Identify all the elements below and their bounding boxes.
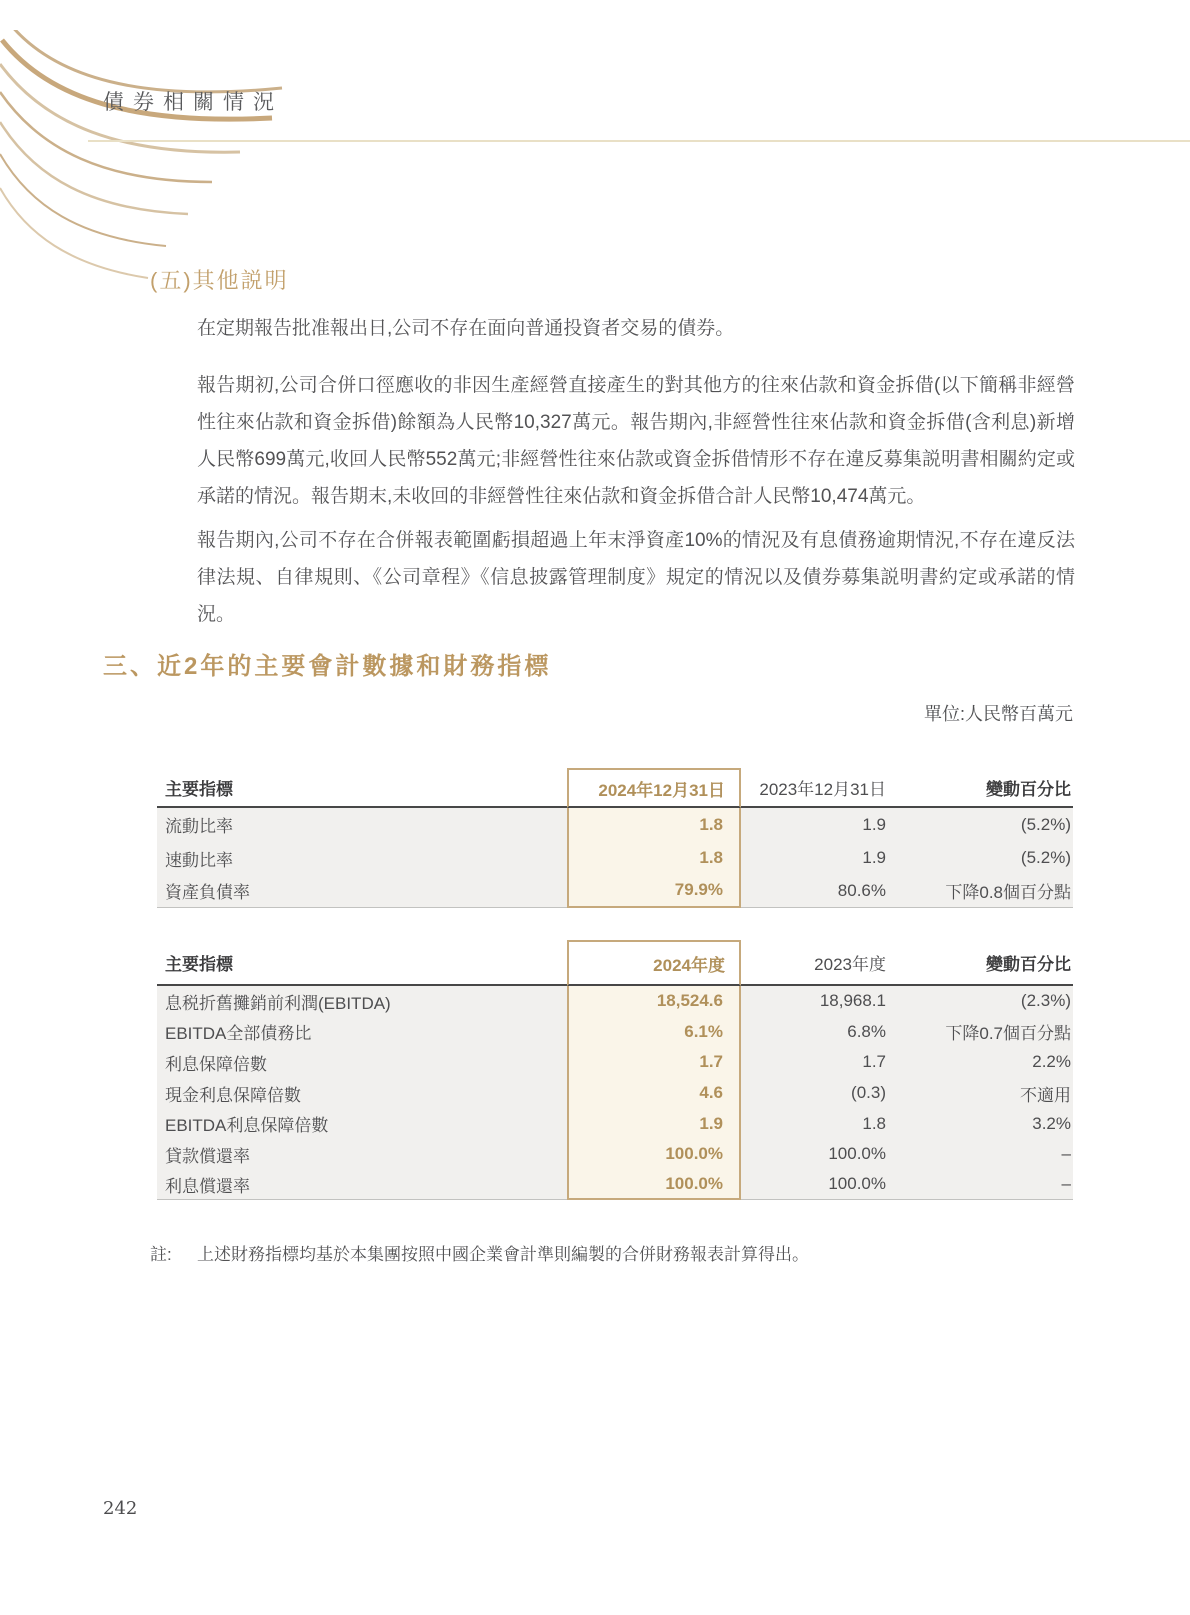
table-cell-2023: 80.6% xyxy=(741,875,896,908)
table-cell-change: 不適用 xyxy=(896,1078,1073,1109)
footnote-text: 上述財務指標均基於本集團按照中國企業會計準則編製的合併財務報表計算得出。 xyxy=(197,1245,809,1264)
table-cell-2024: 1.8 xyxy=(567,841,741,874)
table-row-label: 利息保障倍數 xyxy=(157,1047,567,1078)
table-cell-2024: 6.1% xyxy=(567,1017,741,1048)
table-row-label: 速動比率 xyxy=(157,841,567,874)
column-header-change: 變動百分比 xyxy=(896,768,1073,808)
section-5-heading: (五)其他説明 xyxy=(150,268,289,293)
table-cell-2023: (0.3) xyxy=(741,1078,896,1109)
table-row-label: 流動比率 xyxy=(157,808,567,841)
table-cell-2023: 6.8% xyxy=(741,1017,896,1048)
table-cell-change: 下降0.7個百分點 xyxy=(896,1017,1073,1048)
table-cell-change: 下降0.8個百分點 xyxy=(896,875,1073,908)
table-cell-2023: 1.8 xyxy=(741,1108,896,1139)
table-cell-change: (5.2%) xyxy=(896,808,1073,841)
table-cell-2023: 18,968.1 xyxy=(741,986,896,1017)
page-header-title: 債券相關情況 xyxy=(103,91,283,114)
table-cell-change: 2.2% xyxy=(896,1047,1073,1078)
column-header-indicator: 主要指標 xyxy=(157,768,567,808)
column-header-2023: 2023年度 xyxy=(741,940,896,986)
table-row-label: 現金利息保障倍數 xyxy=(157,1078,567,1109)
column-header-change: 變動百分比 xyxy=(896,940,1073,986)
table-cell-2024: 100.0% xyxy=(567,1170,741,1201)
table-cell-change: – xyxy=(896,1139,1073,1170)
section-3-heading: 三、近2年的主要會計數據和財務指標 xyxy=(103,653,552,680)
column-header-2024: 2024年度 xyxy=(567,940,741,986)
column-header-indicator: 主要指標 xyxy=(157,940,567,986)
table-cell-change: – xyxy=(896,1170,1073,1201)
page-number: 242 xyxy=(103,1498,138,1519)
table-cell-2023: 100.0% xyxy=(741,1170,896,1201)
table-cell-2024: 18,524.6 xyxy=(567,986,741,1017)
table-row-label: EBITDA利息保障倍數 xyxy=(157,1108,567,1139)
table-cell-change: 3.2% xyxy=(896,1108,1073,1139)
table-row-label: EBITDA全部債務比 xyxy=(157,1017,567,1048)
table-cell-2024: 1.9 xyxy=(567,1108,741,1139)
table-cell-2023: 1.9 xyxy=(741,808,896,841)
table-cell-change: (2.3%) xyxy=(896,986,1073,1017)
table-cell-2024: 4.6 xyxy=(567,1078,741,1109)
column-header-2023: 2023年12月31日 xyxy=(741,768,896,808)
paragraph-3: 報告期內,公司不存在合併報表範圍虧損超過上年末淨資產10%的情況及有息債務逾期情況,不存在違反法律法規、自律規則、《公司章程》《信息披露管理制度》規定的情況以及債券募集説明書約定或承諾的情況。 xyxy=(197,530,1075,625)
table-cell-2024: 1.7 xyxy=(567,1047,741,1078)
footnote xyxy=(150,1240,1075,1265)
table-cell-2024: 79.9% xyxy=(567,875,741,908)
table-row-label: 利息償還率 xyxy=(157,1170,567,1201)
table-cell-2023: 1.9 xyxy=(741,841,896,874)
footnote-label: 註: xyxy=(150,1245,172,1264)
header-divider xyxy=(88,140,1190,142)
table-row-label: 貸款償還率 xyxy=(157,1139,567,1170)
table-cell-2023: 1.7 xyxy=(741,1047,896,1078)
table-cell-2024: 1.8 xyxy=(567,808,741,841)
table-row-label: 息税折舊攤銷前利潤(EBITDA) xyxy=(157,986,567,1017)
paragraph-2: 報告期初,公司合併口徑應收的非因生產經營直接產生的對其他方的往來佔款和資金拆借(以下簡稱非經營性往來佔款和資金拆借)餘額為人民幣10,327萬元。報告期內,非經營性往來佔款和資金拆借(含利息)新增人民幣699萬元,收回人民幣552萬元;非經營性往來佔款或資金拆借情形不存在違反募集説明書相關約定或承諾的情況。報告期末,未收回的非經營性往來佔款和資金拆借合計人民幣10,474萬元。 xyxy=(197,375,1075,507)
column-header-2024: 2024年12月31日 xyxy=(567,768,741,808)
indicators-table-annual xyxy=(157,940,1073,1200)
table-cell-2023: 100.0% xyxy=(741,1139,896,1170)
table-cell-2024: 100.0% xyxy=(567,1139,741,1170)
unit-note: 單位:人民幣百萬元 xyxy=(923,704,1073,724)
table-row-label: 資產負債率 xyxy=(157,875,567,908)
table-cell-change: (5.2%) xyxy=(896,841,1073,874)
indicators-table-balance-date xyxy=(157,768,1073,908)
paragraph-1: 在定期報告批准報出日,公司不存在面向普通投資者交易的債券。 xyxy=(197,318,735,339)
